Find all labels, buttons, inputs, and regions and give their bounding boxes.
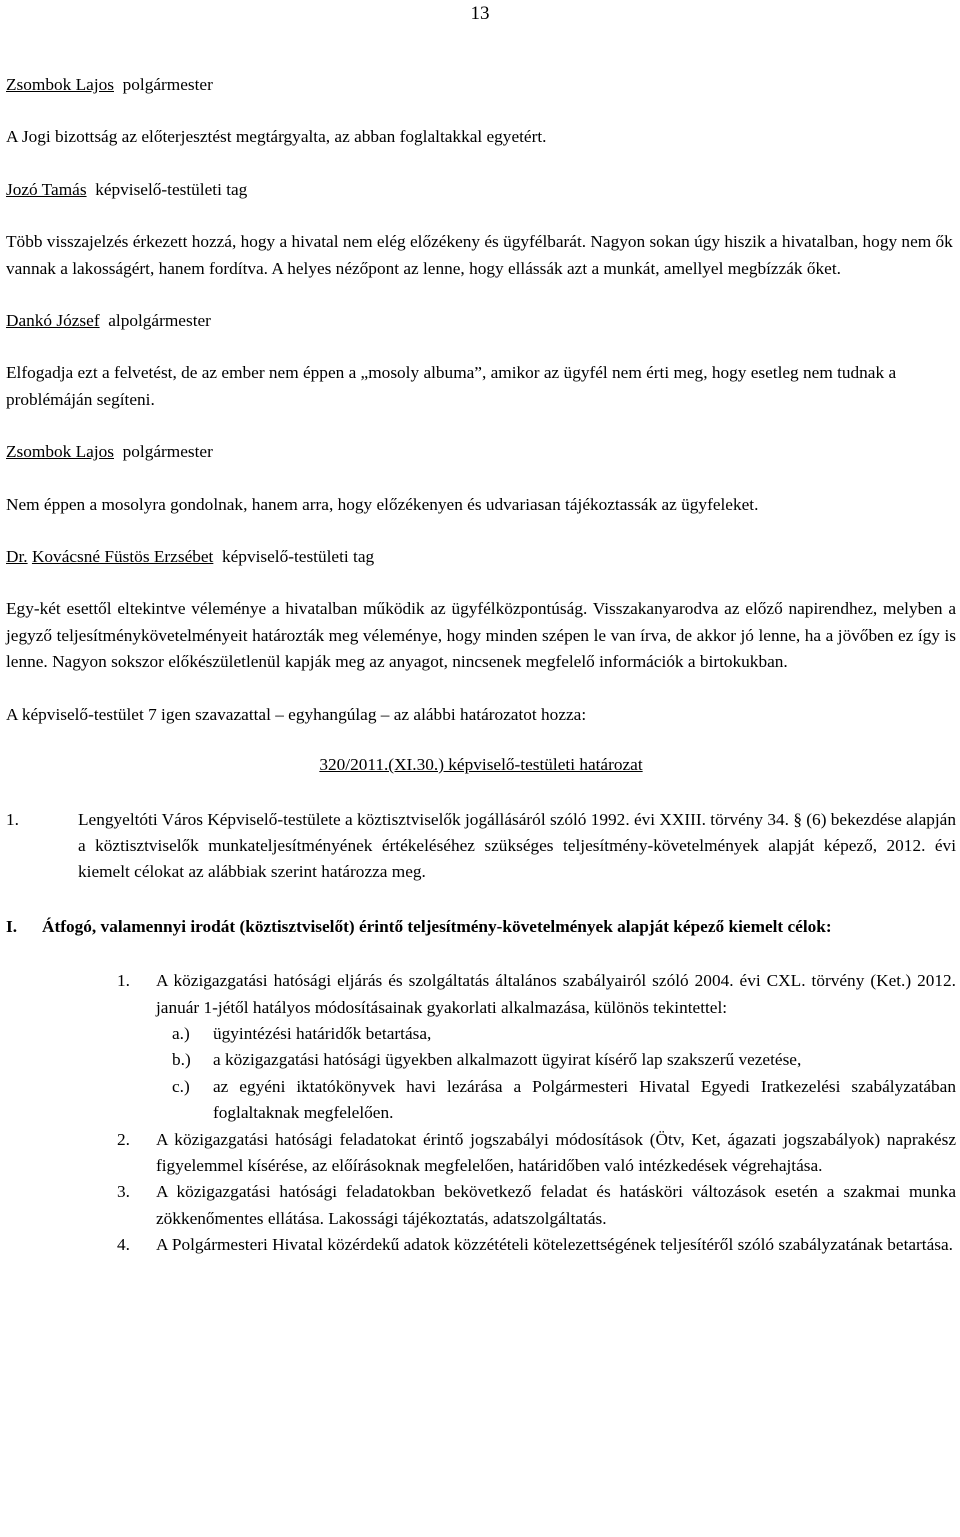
- speaker-heading: [6, 544, 956, 570]
- section-number: I.: [6, 916, 18, 936]
- goal-item: [117, 1232, 956, 1258]
- speaker-heading: [6, 177, 956, 203]
- speaker-title-prefix: Dr.: [6, 547, 28, 567]
- sub-number: a.): [172, 1023, 190, 1043]
- sub-text: az egyéni iktatókönyvek havi lezárása a Polgármesteri Hivatal Egyedi Iratkezelési szabályzatában foglaltaknak megfelelően.: [213, 1076, 956, 1123]
- goal-number: 2.: [117, 1129, 130, 1149]
- vote-statement: A képviselő-testület 7 igen szavazattal – egyhangúlag – az alábbi határozatot hozza:: [6, 704, 587, 724]
- sub-item: [172, 1047, 956, 1073]
- speaker-name: Jozó Tamás: [6, 179, 87, 199]
- sub-item: [172, 1021, 956, 1047]
- speaker-name: Zsombok Lajos: [6, 75, 114, 94]
- speaker-role: polgármester: [122, 442, 213, 462]
- goal-list: [117, 968, 956, 1258]
- paragraph: Elfogadja ezt a felvetést, de az ember nem éppen a „mosoly albuma”, amikor az ügyfél nem érti meg, hogy esetleg nem tudnak a problémáján segíteni.: [6, 363, 897, 409]
- sub-text: a közigazgatási hatósági ügyekben alkalmazott ügyirat kísérő lap szakszerű vezetése,: [213, 1050, 802, 1070]
- goal-text: A közigazgatási hatósági feladatokat érintő jogszabályi módosítások (Ötv, Ket, ágazati jogszabályok) naprakész figyelemmel kísérése, az előírásoknak megfelelően, határidőben való intézkedések végrehajtása.: [156, 1129, 956, 1175]
- speaker-heading: [6, 439, 956, 465]
- speaker-role: alpolgármester: [108, 311, 211, 331]
- resolution-item: [6, 807, 956, 886]
- resolution-title: 320/2011.(XI.30.) képviselő-testületi határozat: [319, 755, 643, 775]
- goal-item: [117, 1127, 956, 1180]
- paragraph: Nem éppen a mosolyra gondolnak, hanem arra, hogy előzékenyen és udvariasan tájékoztassák az ügyfeleket.: [6, 494, 759, 514]
- paragraph: Több visszajelzés érkezett hozzá, hogy a hivatal nem elég előzékeny és ügyfélbarát. Nagyon sokan úgy hiszik a hivatalban, hogy nem ők vannak a lakosságért, hanem fordítva. A helyes nézőpont az lenne, hogy ellássák azt a munkát, amellyel megbízzák őket.: [6, 232, 953, 278]
- speaker-role: képviselő-testületi tag: [95, 179, 248, 199]
- paragraph: A Jogi bizottság az előterjesztést megtárgyalta, az abban foglaltakkal egyetért.: [6, 127, 547, 147]
- sub-text: ügyintézési határidők betartása,: [213, 1023, 432, 1043]
- goal-number: 1.: [117, 971, 130, 991]
- speaker-role: polgármester: [122, 75, 213, 94]
- goal-text: A közigazgatási hatósági feladatokban bekövetkező feladat és hatásköri változások esetén a szakmai munka zökkenőmentes ellátása. Lakossági tájékoztatás, adatszolgáltatás.: [156, 1182, 956, 1228]
- page-number: 13: [470, 3, 490, 24]
- goal-number: 4.: [117, 1235, 130, 1255]
- paragraph: Egy-két esettől eltekintve véleménye a hivatalban működik az ügyfélközpontúság. Visszakanyarodva az előző napirendhez, melyben a jegyző teljesítménykövetelményeit határozták meg véleménye, hogy minden szépen le van írva, de akkor jó lenne, ha a jövőben ez így is lenne. Nagyon sokszor előkészületlenül kapják meg az anyagot, nincsenek megfelelő információk a birtokukban.: [6, 599, 956, 672]
- goal-text: A közigazgatási hatósági eljárás és szolgáltatás általános szabályairól szóló 2004. évi CXL. törvény (Ket.) 2012. január 1-jétől hatályos módosításainak gyakorlati alkalmazása, különös tekintettel:: [156, 971, 956, 1017]
- sub-number: c.): [172, 1076, 190, 1096]
- speaker-name: Kovácsné Füstös Erzsébet: [31, 547, 214, 567]
- speaker-name: Zsombok Lajos: [6, 442, 114, 462]
- sub-number: b.): [172, 1050, 191, 1070]
- goal-item: [117, 1179, 956, 1232]
- item-text: Lengyeltóti Város Képviselő-testülete a köztisztviselők jogállásáról szóló 1992. évi XXIII. törvény 34. § (6) bekezdése alapján a köztisztviselők munkateljesítményének értékeléséhez szükséges teljesítmény-követelmények alapját képező, 2012. évi kiemelt célokat az alábbiak szerint határozza meg.: [78, 809, 956, 882]
- goal-number: 3.: [117, 1182, 130, 1202]
- speaker-role: képviselő-testületi tag: [222, 547, 375, 567]
- speaker-name: Dankó József: [6, 311, 100, 331]
- item-number: 1.: [6, 809, 19, 829]
- speaker-heading: [6, 72, 956, 98]
- section-text: Átfogó, valamennyi irodát (köztisztviselőt) érintő teljesítmény-követelmények alapját képező kiemelt célok:: [42, 916, 832, 936]
- minutes-body: [6, 72, 956, 1259]
- section-heading: [6, 914, 956, 940]
- sub-item: [172, 1074, 956, 1127]
- speaker-heading: [6, 308, 956, 334]
- goal-text: A Polgármesteri Hivatal közérdekű adatok közzétételi kötelezettségének teljesítéről szóló szabályzatának betartása.: [156, 1235, 953, 1255]
- goal-item: [117, 968, 956, 1021]
